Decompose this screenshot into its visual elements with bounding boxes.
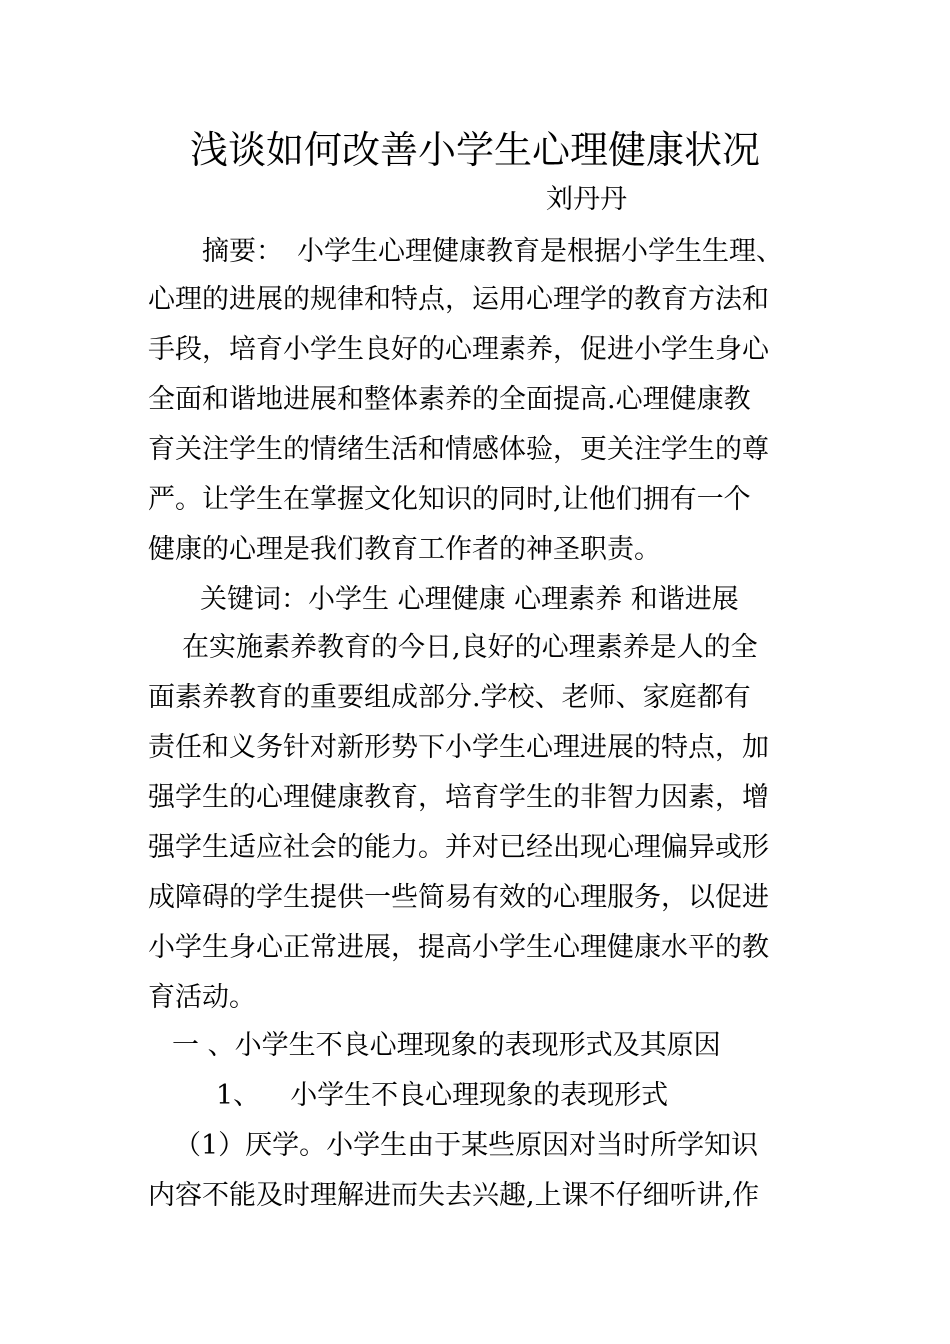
abstract-first-line <box>202 232 783 272</box>
abstract-line: 手段，培育小学生良好的心理素养，促进小学生身心 <box>148 334 769 365</box>
abstract-line: 严。让学生在掌握文化知识的同时,让他们拥有一个 <box>148 484 751 515</box>
intro-line: 强学生适应社会的能力。并对已经出现心理偏异或形 <box>148 832 769 863</box>
intro-line: 责任和义务针对新形势下小学生心理进展的特点，加 <box>148 732 769 763</box>
document-author: 刘丹丹 <box>546 184 627 215</box>
abstract-line: 小学生心理健康教育是根据小学生生理、 <box>297 236 783 267</box>
section-heading: 一 、小学生不良心理现象的表现形式及其原因 <box>172 1030 721 1061</box>
intro-line: 小学生身心正常进展，提高小学生心理健康水平的教 <box>148 932 769 963</box>
intro-line: 育活动。 <box>148 982 256 1013</box>
intro-line: 成障碍的学生提供一些简易有效的心理服务，以促进 <box>148 882 769 913</box>
subsection-title: 小学生不良心理现象的表现形式 <box>290 1080 669 1111</box>
abstract-label: 摘要： <box>202 236 283 267</box>
document-title: 浅谈如何改善小学生心理健康状况 <box>189 128 760 172</box>
abstract-line: 育关注学生的情绪生活和情感体验，更关注学生的尊 <box>148 434 769 465</box>
subsection-heading <box>216 1076 668 1116</box>
intro-line: 强学生的心理健康教育，培育学生的非智力因素，增 <box>148 782 769 813</box>
abstract-line: 全面和谐地进展和整体素养的全面提高.心理健康教 <box>148 384 751 415</box>
abstract-line: 健康的心理是我们教育工作者的神圣职责。 <box>148 534 661 565</box>
point-line: 内容不能及时理解进而失去兴趣,上课不仔细听讲,作 <box>148 1180 760 1211</box>
intro-line: 面素养教育的重要组成部分.学校、老师、家庭都有 <box>148 682 751 713</box>
intro-line: 在实施素养教育的今日,良好的心理素养是人的全 <box>182 632 758 663</box>
abstract-line: 心理的进展的规律和特点，运用心理学的教育方法和 <box>148 284 769 315</box>
keywords-line: 关键词：小学生 心理健康 心理素养 和谐进展 <box>200 584 739 615</box>
subsection-number: 1、 <box>216 1080 261 1111</box>
point-line: （1）厌学。小学生由于某些原因对当时所学知识 <box>174 1130 759 1161</box>
